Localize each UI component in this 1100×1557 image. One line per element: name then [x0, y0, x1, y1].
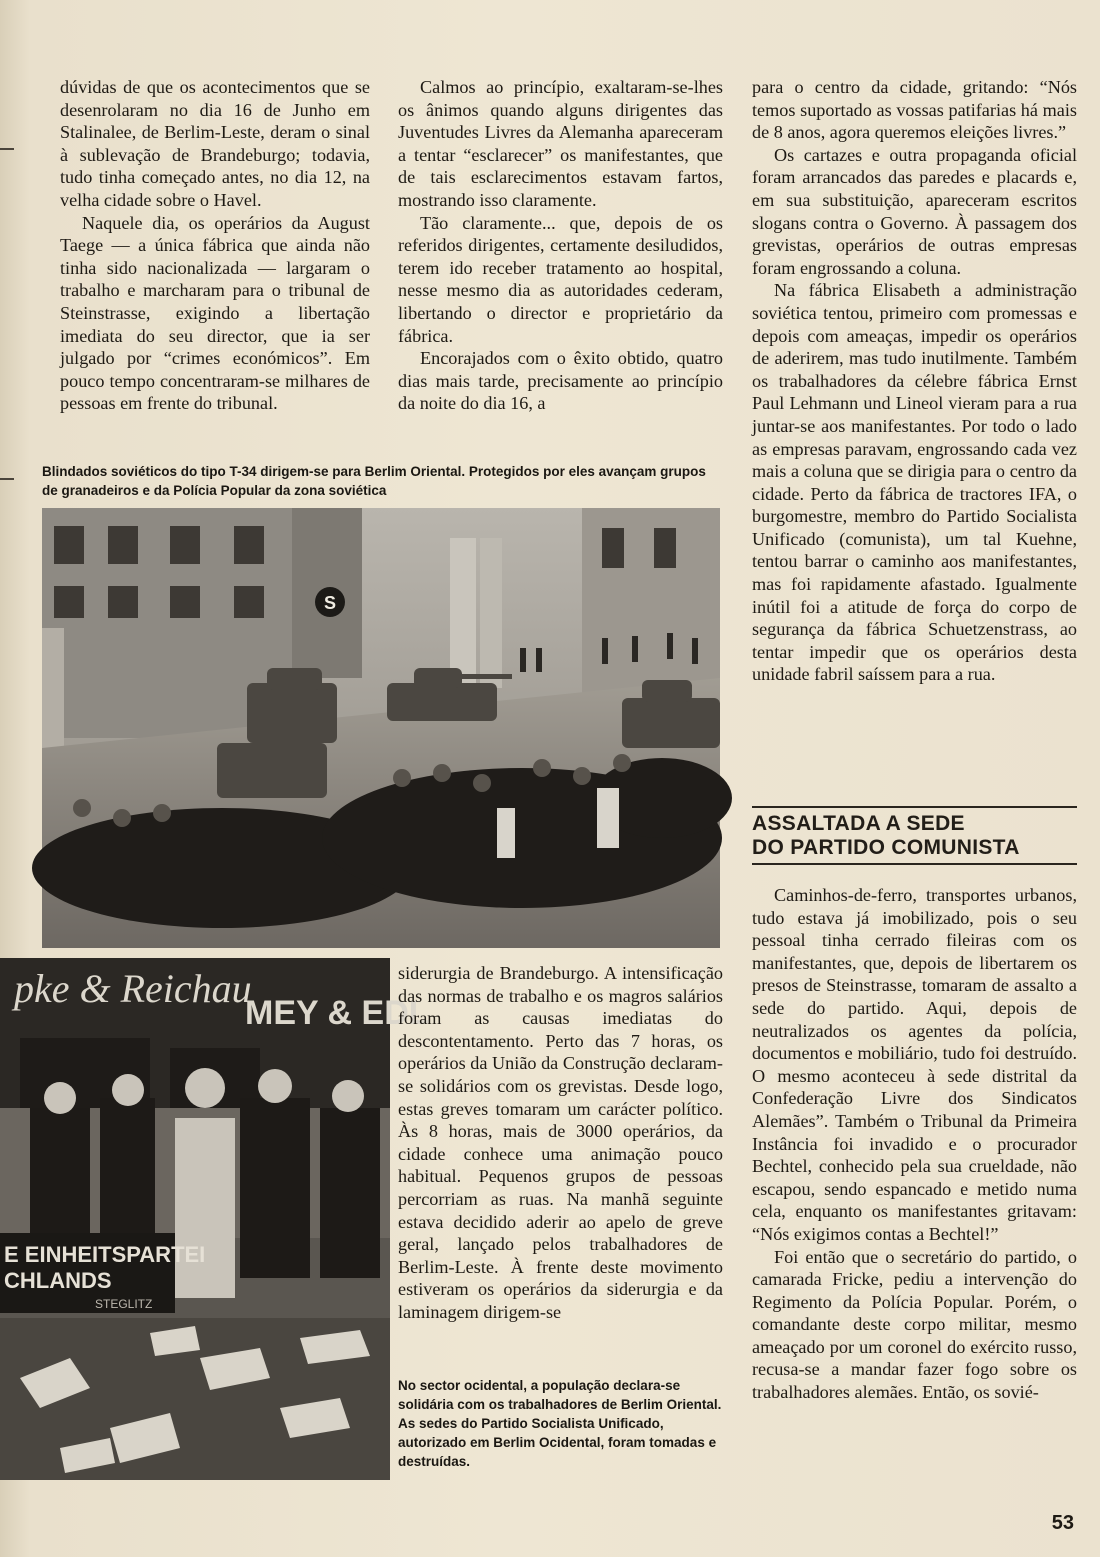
- paragraph: Tão claramente... que, depois de os referidos dirigentes, certamente desiludidos, terem ido receber tratamento ao hospital, nesse mesmo dia as autoridades cederam, libertando o director e proprietário da fábrica.: [398, 212, 723, 346]
- paragraph: Naquele dia, os operários da August Taege — a única fábrica que ainda não tinha sido nacionalizada — largaram o trabalho e marcharam para o tribunal de Steinstrasse, exigindo a libertação imediata do seu director, que ia ser julgado por “crimes económicos”. Em pouco tempo concentraram-se milhares de pessoas em frente do tribunal.: [60, 212, 370, 414]
- paragraph: Encorajados com o êxito obtido, quatro dias mais tarde, precisamente ao princípio da noite do dia 16, a: [398, 348, 723, 414]
- heading-line-1: ASSALTADA A SEDE: [752, 812, 965, 835]
- photo-caption-tanks: Blindados soviéticos do tipo T-34 dirigem-se para Berlim Oriental. Protegidos por eles avançam grupos de granadeiros e da Polícia Popular da zona soviética: [42, 464, 706, 498]
- margin-mark: [0, 148, 14, 150]
- paragraph: Foi então que o secretário do partido, o camarada Fricke, pediu a intervenção do Regimento da Polícia Popular. Porém, o comandante deste corpo militar, mesmo ameaçado por um coronel do exército russo, recusa-se a mandar fazer fogo sobre os trabalhadores alemães. Então, os sovié-: [752, 1246, 1077, 1403]
- column-1: [60, 76, 370, 415]
- banner-line-1: E EINHEITSPARTEI: [4, 1242, 206, 1267]
- shop-sign-left: pke & Reichau: [14, 966, 252, 1011]
- column-2: [398, 76, 723, 415]
- photo-caption-west: No sector ocidental, a população declara-se solidária com os trabalhadores de Berlim Oriental. As sedes do Partido Socialista Unificado, autorizado em Berlim Ocidental, foram tomadas e destruídas.: [398, 1378, 722, 1469]
- banner-line-2: CHLANDS: [4, 1268, 112, 1293]
- photo-soviet-tanks: [42, 508, 720, 948]
- paragraph: Caminhos-de-ferro, transportes urbanos, tudo estava já imobilizado, pois o seu pessoal tinha cerrado fileiras com os manifestantes, que, depois de libertarem os presos de Steinstrasse, tomaram de assalto a sede do partido. Aqui, depois de neutralizados os agentes da polícia, documentos e mobiliário, tudo foi destruído. O mesmo aconteceu à sede distrital da Confederação Livre dos Sindicatos Alemães”. Também o Tribunal da Primeira Instância foi invadido e o procurador Bechtel, conhecido pela sua crueldade, não escapou, sendo espancado e metido numa cela, enquanto os manifestantes gritavam: “Nós exigimos contas a Bechtel!”: [752, 885, 1077, 1244]
- shop-photo-illustration: [0, 958, 430, 1480]
- paragraph: Calmos ao princípio, exaltaram-se-lhes os ânimos quando alguns dirigentes das Juventudes Livres da Alemanha apareceram a tentar “esclarecer” os manifestantes, que de tais esclarecimentos estavam fartos, mostrando isso claramente.: [398, 77, 723, 210]
- column-3-bottom: [752, 884, 1077, 1404]
- paragraph: para o centro da cidade, gritando: “Nós temos suportado as vossas patifarias há mais de 8 anos, agora queremos eleições livres.”: [752, 77, 1077, 143]
- paragraph: dúvidas de que os acontecimentos que se desenrolaram no dia 16 de Junho em Stalinalee, de Berlim-Leste, deram o sinal à sublevação de Brandeburgo; todavia, tudo tinha começado antes, no dia 12, na velha cidade sobre o Havel.: [60, 77, 370, 210]
- photo-west-berlin-shop: [0, 958, 430, 1480]
- column-2-bottom: [398, 962, 723, 1324]
- banner-small-text: STEGLITZ: [95, 1297, 153, 1311]
- paragraph: Na fábrica Elisabeth a administração soviética tentou, primeiro com promessas e depois com ameaças, impedir os operários de aderirem, mas tudo inutilmente. Também os trabalhadores da célebre fábrica Ernst Paul Lehmann und Lineol vieram para a rua juntar-se aos manifestantes. Por todo o lado as empresas paravam, engrossando cada vez mais a coluna que se dirigia para o centro da cidade. Perto da fábrica de tractores IFA, o burgomestre, membro do Partido Socialista Unificado (comunista), um tal Kuehne, tentou barrar o caminho aos manifestantes, mas foi rapidamente afastado. Igualmente inútil foi a atitude de força do corpo de segurança da fábrica Schuetzenstrass, ao tentar impedir que os operários desta unidade fabril saíssem para a rua.: [752, 280, 1077, 685]
- paragraph: siderurgia de Brandeburgo. A intensificação das normas de trabalho e os magros salários foram as causas imediatas do descontentamento. Perto das 7 horas, os operários da União da Construção declaram-se solidários com os grevistas. Desde logo, estas greves tomaram um carácter político. Às 8 horas, mais de 3000 operários, da cidade conhece uma animação pouco habitual. Pequenos grupos de pessoas percorriam as ruas. Na manhã seguinte estava decidido aderir ao apelo de greve geral, lançado pelos trabalhadores de Berlim-Leste. À frente deste movimento estiveram os operários da siderurgia e da laminagem dirigem-se: [398, 963, 723, 1322]
- section-heading: [752, 806, 1077, 865]
- column-3: [752, 76, 1077, 686]
- paragraph: Os cartazes e outra propaganda oficial foram arrancados das paredes e placards e, em sua substituição, apareceram escritos slogans contra o Governo. À passagem dos grevistas, operários de outras empresas foram engrossando a coluna.: [752, 144, 1077, 278]
- tanks-photo-illustration: [42, 508, 720, 948]
- margin-mark: [0, 478, 14, 480]
- page-number: 53: [1051, 1512, 1074, 1534]
- shop-sign-right: MEY & EDL: [245, 994, 430, 1032]
- heading-line-2: DO PARTIDO COMUNISTA: [752, 836, 1020, 859]
- s-bahn-sign: S: [323, 593, 337, 613]
